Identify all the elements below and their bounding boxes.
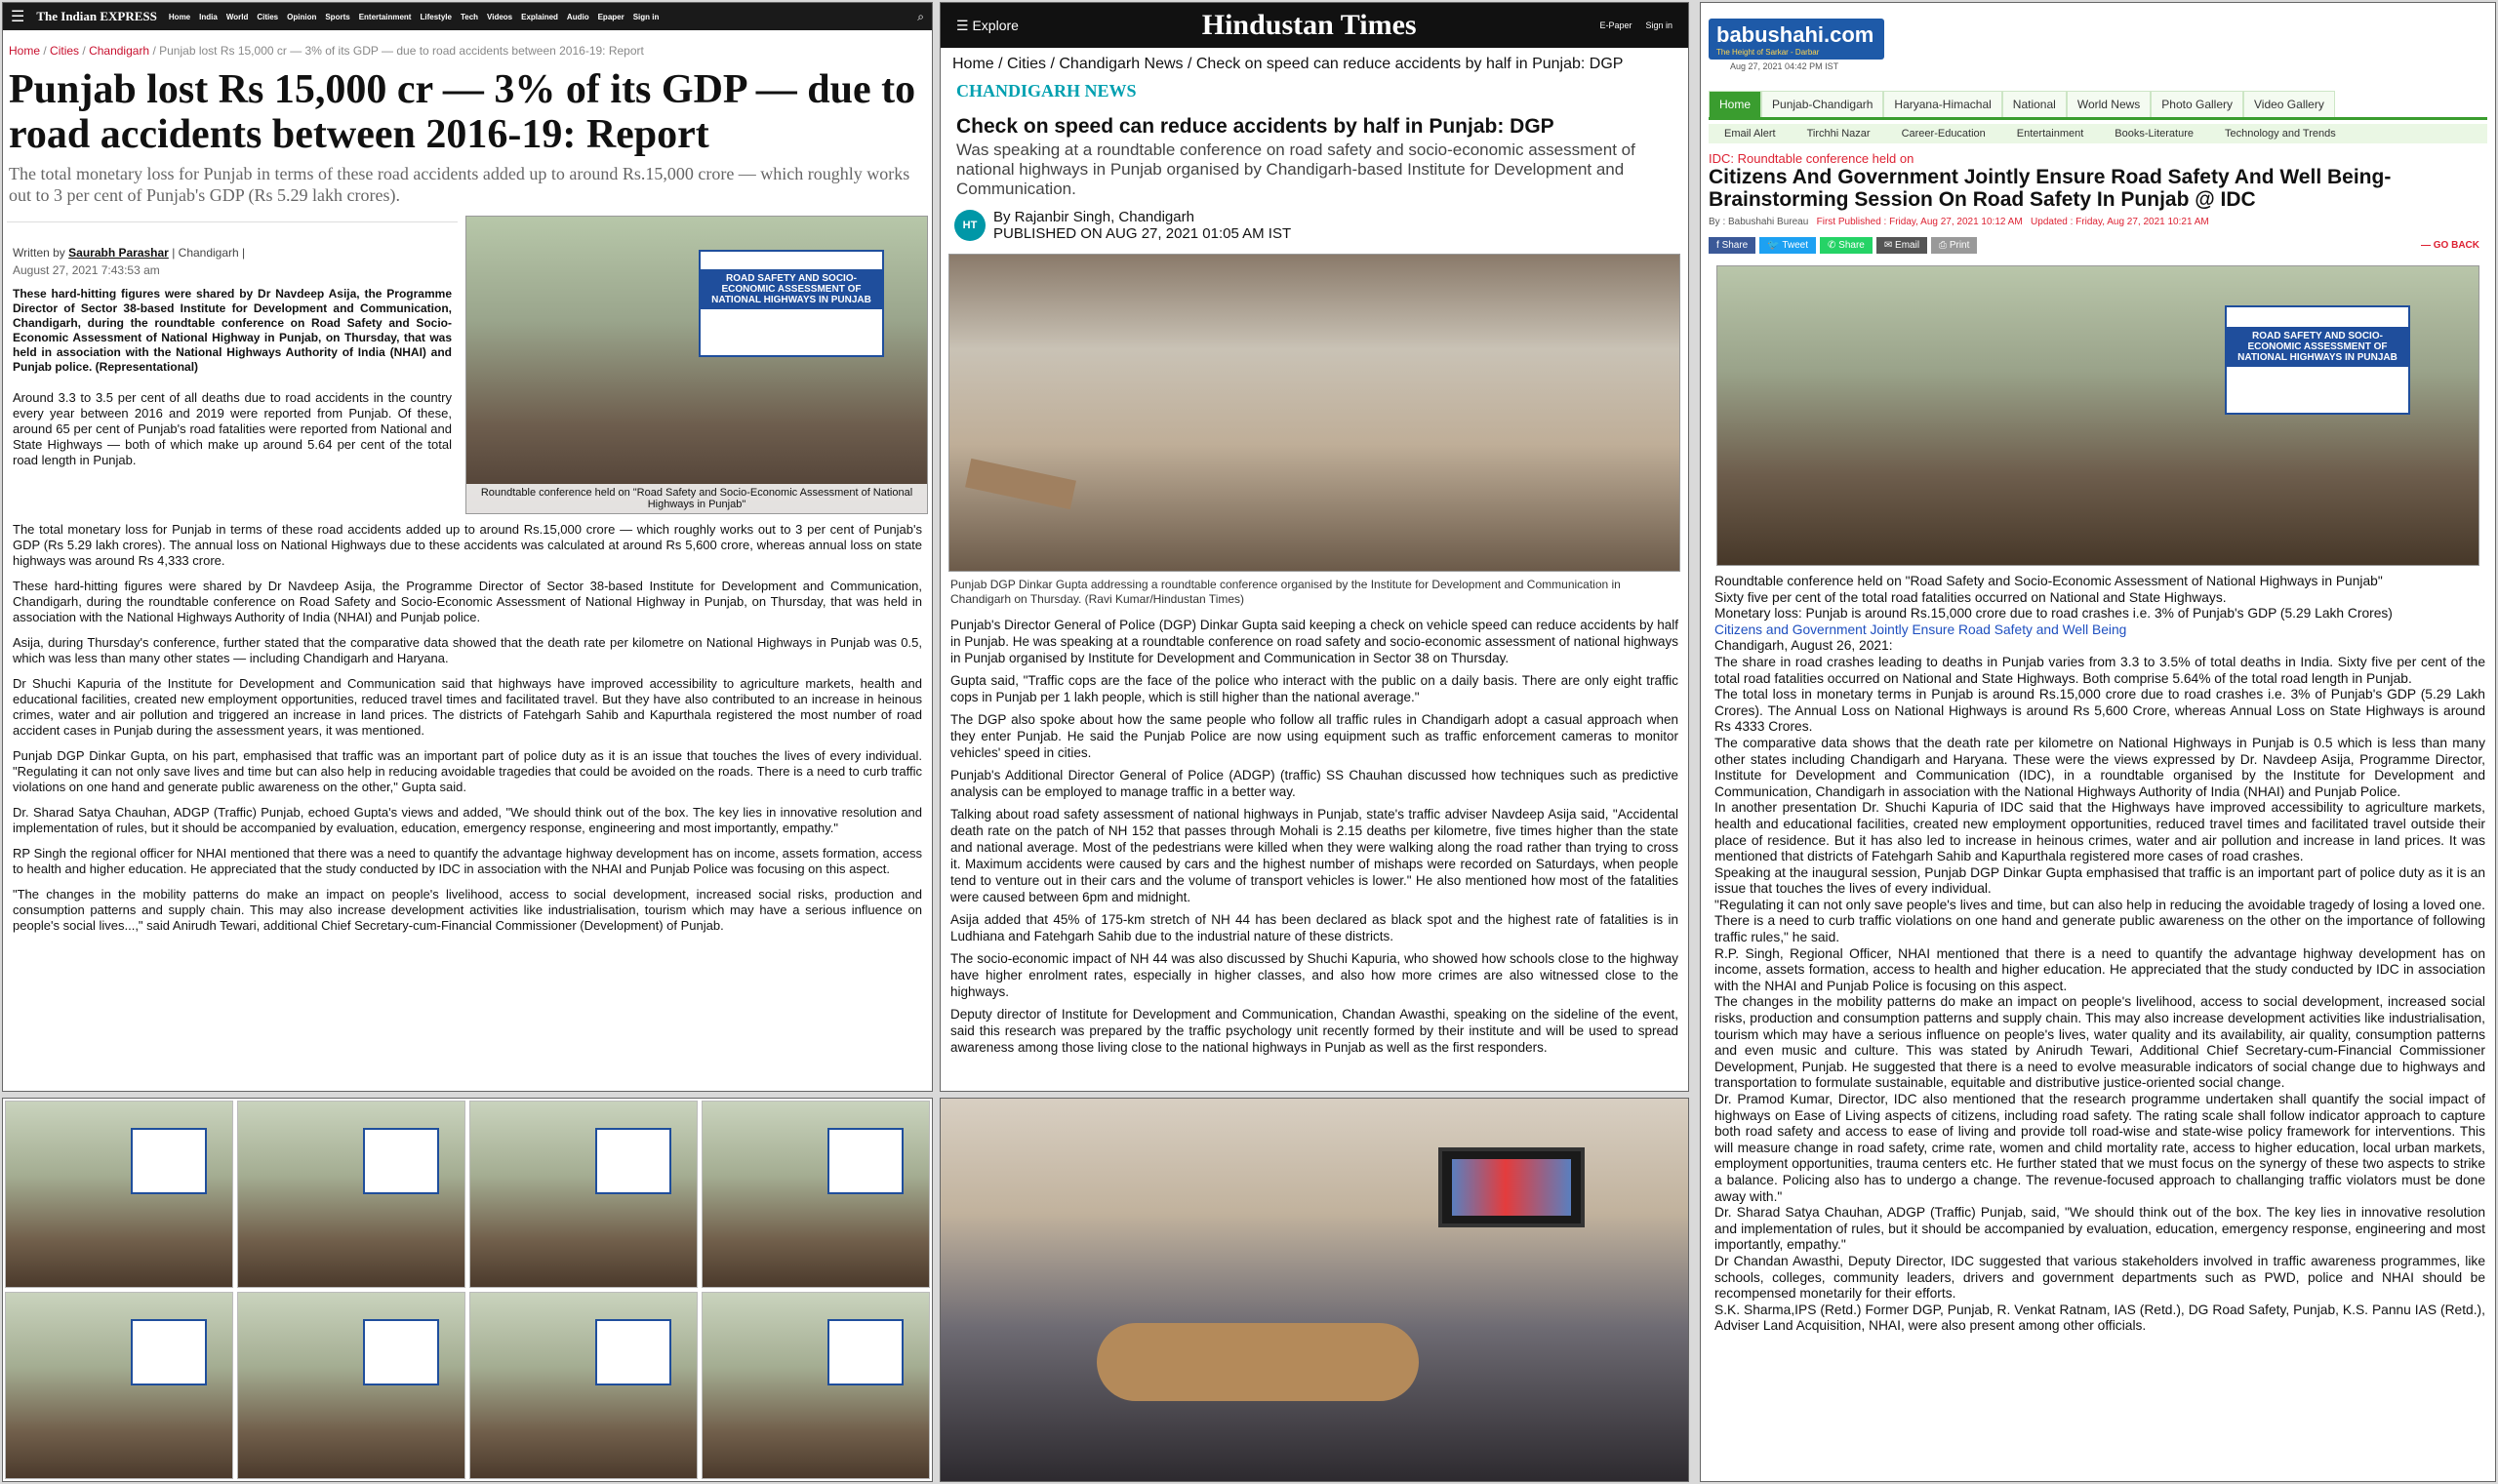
ie-date: August 27, 2021 7:43:53 am [13,263,160,277]
nav-link[interactable]: Tech [460,12,479,21]
submenu-item[interactable]: Email Alert [1724,128,1776,140]
bs-paragraph: Citizens and Government Jointly Ensure Road Safety and Well Being [1714,622,2127,637]
breadcrumb[interactable]: Home / Cities / Chandigarh News / Check on speed can reduce accidents by half in Punjab: DGP [952,56,1624,72]
ht-paragraph: The socio-economic impact of NH 44 was also discussed by Shuchi Kapuria, who showed how schools close to the highway have higher enrolment rates, especially in higher classes, and also how more crimes are also witnessed close to the highways. [950,951,1678,999]
bs-paragraph: Monetary loss: Punjab is around Rs.15,000 crore due to road crashes i.e. 3% of Punjab's GDP (5.29 Lakh Crores) [1714,606,2393,622]
facebook-share-button[interactable]: f Share [1709,237,1755,254]
submenu-item[interactable]: Career-Education [1901,128,1986,140]
conference-banner [2225,305,2410,415]
ht-paragraph: Punjab's Director General of Police (DGP) Dinkar Gupta said keeping a check on vehicle speed can reduce accidents by half in Punjab. He was speaking at a roundtable conference on road safety and socio-economic assessment of national highways in Punjab organised by Institute for Development and Communication in Sector 38 on Thursday. [950,618,1678,665]
ht-top-nav [941,3,1688,48]
logo-tagline: The Height of Sarkar - Darbar [1716,47,1820,57]
collage-photo [702,1292,930,1479]
updated: Updated : Friday, Aug 27, 2021 10:21 AM [2031,217,2209,227]
bs-article-body [1701,574,2495,1335]
ie-article-top [3,216,932,514]
nav-link[interactable]: Epaper [597,12,624,21]
collage-photo [469,1101,698,1288]
ie-byline: Written by Saurabh Parashar | Chandigarh | [7,221,458,263]
ht-paragraph: Punjab's Additional Director General of Police (ADGP) (traffic) SS Chauhan discussed how techniques such as predictive analysis can be employed to manage traffic in a better way. [950,768,1678,799]
bs-sub-menu [1709,124,2487,143]
menu-item[interactable]: Video Gallery [2243,91,2335,117]
ht-headline: Check on speed can reduce accidents by half in Punjab: DGP [956,115,1554,138]
logo-text: babushahi.com [1716,21,1874,47]
menu-item[interactable]: National [2002,91,2067,117]
print-button[interactable]: ⎙ Print [1931,237,1977,254]
ie-photo-lead: These hard-hitting figures were shared by Dr Navdeep Asija, the Programme Director of Sector 38-based Institute for Development and Communication, Chandigarh, during the roundtable conference on Road Safety and Socio-Economic Assessment of National Highway in Punjab, on Thursday, that was held in association with the National Highways Authority of India (NHAI) and Punjab police. (Representational) [13,287,452,374]
breadcrumb-cities[interactable]: Cities [50,44,80,58]
ht-paragraph: The DGP also spoke about how the same people who follow all traffic rules in Chandigarh adopt a casual approach when they enter Punjab. He said the Punjab Police are now using equipment such as traffic enforcement cameras to monitor vehicles' speed in cities. [950,712,1678,760]
ht-article-photo [948,254,1680,572]
nav-link[interactable]: Cities [257,12,279,21]
collage-photo [237,1101,465,1288]
conference-room-photo [940,1098,1689,1482]
babushahi-panel [1700,2,2496,1482]
bs-paragraph: In another presentation Dr. Shuchi Kapuria of IDC said that the Highways have improved accessibility to agriculture markets, health and educational facilities, created new employment opportunities, reduced travel times and facilitated travel outside their place of residence. But it has also led to increase in heinous crimes, water and air pollution and increase in land prices. It was mentioned that districts of Fatehgarh Sahib and Kapurthala registered more cases of road crashes. [1714,800,2485,864]
ht-nav-right [1599,20,1672,30]
ie-headline: Punjab lost Rs 15,000 cr — 3% of its GDP — due to road accidents between 2016-19: Report [9,67,916,157]
photo-caption: Punjab DGP Dinkar Gupta addressing a roundtable conference organised by the Institute for Development and Communication in Chandigarh on Thursday. (Ravi Kumar/Hindustan Times) [950,578,1621,606]
sign-in-link[interactable]: Sign in [1645,20,1672,30]
bureau: By : Babushahi Bureau [1709,217,1809,227]
nav-link[interactable]: Sports [325,12,350,21]
tweet-button[interactable]: 🐦 Tweet [1759,237,1816,254]
bs-paragraph: R.P. Singh, Regional Officer, NHAI mentioned that there is a need to quantify the advantage highway development has on income, assets formation, access to health and higher education. He appreciated that the study conducted by IDC in association with the NHAI and Punjab Police is focusing on this aspect. [1714,945,2485,993]
bs-paragraph: Chandigarh, August 26, 2021: [1714,638,1893,654]
bs-paragraph: The total loss in monetary terms in Punjab is around Rs.15,000 crore due to road crashes i.e. 3% of Punjab's GDP (5.29 Lakh Crores). The Annual Loss on National Highways is around Rs 5,600 Crore, whereas Annual Loss on State Highways is around Rs 4333 Crores. [1714,687,2485,735]
collage-photo [702,1101,930,1288]
nav-link[interactable]: World [225,12,249,21]
submenu-item[interactable]: Technology and Trends [2225,128,2336,140]
nav-link[interactable]: Opinion [287,12,317,21]
bs-paragraph: The changes in the mobility patterns do make an impact on people's livelihood, access to social development, increased social risks, production and consumption patterns and supply chain. This may also increase development activities like industrialisation, tourism which may have a serious influence on people's lives, water quality and its availability, air quality, consumption patterns and even music and culture. This was stated by Anirudh Tewari, Additional Chief Secretary-cum-Financial Commissioner Development, Punjab. He suggested that there is a need to evolve measurable indicators of social change due to highways and transportation to formulate sustainable, equitable and distributive justice-oriented social change. [1714,994,2485,1091]
submenu-item[interactable]: Books-Literature [2115,128,2194,140]
nav-link[interactable]: Home [168,12,191,21]
menu-item[interactable]: World News [2067,91,2151,117]
bs-paragraph: Sixty five per cent of the total road fatalities occurred on National and State Highways. [1714,589,2227,605]
nav-link[interactable]: Entertainment [358,12,412,21]
ht-paragraph: Talking about road safety assessment of national highways in Punjab, state's traffic adviser Navdeep Asija said, "Accidental death rate on the patch of NH 152 that passes through Mohali is 2.15 deaths per kilometre, five times higher than the state and national average. Most of the pedestrians were killed when they were walking along the road rather than trying to cross it. Maximum accidents were caused by cars and the highest number of mishaps were recorded on Saturdays, when people tend to venture out in their cars and the volume of transport vehicles is lower." He also mentioned how most of the fatalities were caused between 6pm and midnight. [950,807,1678,904]
submenu-item[interactable]: Entertainment [2016,128,2084,140]
collage-photo [5,1101,233,1288]
banner-text: ROAD SAFETY AND SOCIO-ECONOMIC ASSESSMENT OF NATIONAL HIGHWAYS IN PUNJAB [701,269,882,309]
menu-item[interactable]: Punjab-Chandigarh [1761,91,1883,117]
ie-article-photo [465,216,928,514]
written-by-label: Written by [13,246,65,260]
ie-paragraph: Around 3.3 to 3.5 per cent of all deaths due to road accidents in the country every year between 2016 and 2019 were reported from Punjab. Of these, around 65 per cent of Punjab's road fatalities were reported from National and State Highways — both of which make up around 5.64 per cent of the total road length in Punjab. [13,390,452,467]
city-label: Chandigarh [178,246,239,260]
nav-link[interactable]: Videos [487,12,513,21]
bs-paragraph: The share in road crashes leading to deaths in Punjab varies from 3.3 to 3.5% of total deaths in India. Sixty five per cent of the total road fatalities occurred on National and State Highways. Both comprise 5.64% of the total road length in Punjab. [1714,654,2485,686]
ht-paragraph: Asija added that 45% of 175-km stretch of NH 44 has been declared as black spot and the highest rate of fatalities is in Ludhiana and Fatehgarh Sahib due to the industrial nature of these districts. [950,912,1678,943]
nav-link[interactable]: Sign in [632,12,660,21]
bs-headline: Citizens And Government Jointly Ensure Road Safety And Well Being-Brainstorming Session On Road Safety In Punjab @ IDC [1709,166,2392,211]
nav-link[interactable]: Lifestyle [420,12,452,21]
ht-subheadline: Was speaking at a roundtable conference on road safety and socio-economic assessment of national highways in Punjab organised by Chandigarh-based Institute for Development and Communication. [956,140,1635,198]
bs-paragraph: Dr. Pramod Kumar, Director, IDC also mentioned that the research programme undertaken shall quantify the social impact of highways on Ease of Living aspects of citizens, including road safety. The rating scale shall follow indicator approach to capture both road safety and access to ease of living and provide toll road-wise and state-wise policy framework for interventions. This will measure change in road safety, crime rate, women and child mortality rate, access to higher education, local urban markets, employment opportunities, trauma centers etc. He further stated that we must focus on the synergy of these two aspects to strike a balance. Policing also has to undergo a change. The revenue-focused approach to challanging traffic violators must be done away with." [1714,1092,2485,1204]
breadcrumb-home[interactable]: Home [9,44,41,58]
bs-paragraph: Dr Chandan Awasthi, Deputy Director, IDC suggested that various stakeholders involved in traffic awareness programmes, like schools, colleges, community leaders, drivers and government departments such as PWD, police and NHAI should be recompensed monetarily for their efforts. [1714,1253,2485,1302]
breadcrumb-chandigarh[interactable]: Chandigarh [89,44,150,58]
bs-byline [1701,211,2495,233]
ht-logo-badge-icon: HT [954,210,986,241]
collage-photo [469,1292,698,1479]
published-date: PUBLISHED ON AUG 27, 2021 01:05 AM IST [993,225,1292,242]
ht-logo[interactable]: Hindustan Times [1201,9,1417,41]
bs-paragraph: Speaking at the inaugural session, Punjab DGP Dinkar Gupta emphasised that traffic is an important part of police duty as it is an issue that touches the lives of every individual. [1714,864,2485,897]
babushahi-logo[interactable] [1709,19,1884,60]
ht-byline [941,205,1688,250]
submenu-item[interactable]: Tirchhi Nazar [1806,128,1871,140]
ie-paragraph: These hard-hitting figures were shared by Dr Navdeep Asija, the Programme Director of Sector 38-based Institute for Development and Communication, Chandigarh, during the roundtable conference on Road Safety and Socio-Economic Assessment of National Highway in Punjab, on Thursday, that was held in association with the National Highways Authority of India (NHAI) and Punjab police. [13,579,922,624]
email-button[interactable]: ✉ Email [1876,237,1927,254]
ht-paragraph: Gupta said, "Traffic cops are the face of the police who interact with the public on a daily basis. There are only eight traffic cops in Punjab per 1 lakh people, which is still higher than the national average." [950,673,1678,704]
ie-paragraph: Dr. Sharad Satya Chauhan, ADGP (Traffic) Punjab, echoed Gupta's views and added, "We should think out of the box. The key lies in innovative resolution and implementation of rules, but it should be accompanied by evaluation, education, emergency response, engineering and most importantly, empathy." [13,805,922,835]
ie-nav-links [169,13,659,21]
ie-paragraph: Asija, during Thursday's conference, further stated that the comparative data showed that the death rate per kilometre on National Highways in Punjab was 0.5, which was less than many other states — including Chandigarh and Haryana. [13,635,922,665]
go-back-link[interactable]: — GO BACK [2421,240,2479,251]
ht-article-body [941,617,1688,1062]
ie-subheadline: The total monetary loss for Punjab in terms of these road accidents added up to around Rs.15,000 crore — which roughly works out to 3 per cent of Punjab's GDP (Rs 5.29 lakh crores). [9,164,910,205]
ie-paragraph: "The changes in the mobility patterns do make an impact on people's livelihood, access to social development, increased social risks, production and consumption patterns and supply chain. This may also increase development activities like industrialisation, tourism which may have a serious influence on people's social lives...," said Anirudh Tewari, additional Chief Secretary-cum-Financial Commissioner (Development) of Punjab. [13,887,922,933]
menu-item[interactable]: Home [1709,91,1761,117]
ie-paragraph: Punjab DGP Dinkar Gupta, on his part, emphasised that traffic was an important part of police duty as it is an issue that touches the lives of every individual. "Regulating it can not only save lives and time but can also help in reducing avoidable tragedies that could be avoided on the roads. There is a need to curb traffic violations on one hand and generate public awareness on the other," Gupta said. [13,748,922,794]
hindustan-times-panel [940,2,1689,1092]
conference-table [1097,1323,1419,1401]
photo-caption: Roundtable conference held on "Road Safety and Socio-Economic Assessment of National Highways in Punjab" [466,484,927,513]
breadcrumb: Home / Cities / Chandigarh / Punjab lost Rs 15,000 cr — 3% of its GDP — due to road accidents between 2016-19: Report [9,44,644,58]
explore-menu[interactable]: ☰ Explore [956,17,1019,33]
bs-paragraph: S.K. Sharma,IPS (Retd.) Former DGP, Punjab, R. Venkat Ratnam, IAS (Retd.), DG Road Safety, Punjab, K.S. Pannu IAS (Retd.), Adviser Land Acquisition, NHAI, were also present among other officials. [1714,1302,2485,1334]
author-link[interactable]: Saurabh Parashar [68,246,169,260]
ie-top-nav [3,3,932,30]
author-name: By Rajanbir Singh, Chandigarh [993,209,1194,225]
section-label[interactable]: CHANDIGARH NEWS [956,81,1137,100]
site-date: Aug 27, 2021 04:42 PM IST [1730,61,1839,71]
bs-main-menu [1709,91,2487,120]
bs-paragraph: The comparative data shows that the death rate per kilometre on National Highways in Punjab is 0.5 which is less than many other states including Chandigarh and Haryana. These were the views expressed by Dr. Navdeep Asija, Programme Director, Institute for Development and Communication (IDC), in a roundtable organised by the Institute for Development and Communication, Chandigarh in association with the National Highways Authority of India (NHAI) and Punjab Police. [1714,735,2485,799]
ie-article-body [3,514,932,943]
ie-logo[interactable]: The Indian EXPRESS [36,9,157,23]
menu-item[interactable]: Haryana-Himachal [1883,91,2001,117]
whatsapp-share-button[interactable]: ✆ Share [1820,237,1873,254]
epaper-link[interactable]: E-Paper [1599,20,1632,30]
menu-item[interactable]: Photo Gallery [2151,91,2243,117]
conference-banner [699,250,884,357]
collage-photo [5,1292,233,1479]
first-published: First Published : Friday, Aug 27, 2021 10:12 AM [1816,217,2023,227]
banner-text: ROAD SAFETY AND SOCIO-ECONOMIC ASSESSMENT OF NATIONAL HIGHWAYS IN PUNJAB [2227,327,2408,367]
nav-link[interactable]: Audio [566,12,589,21]
ie-left-column [7,216,465,514]
indian-express-panel [2,2,933,1092]
video-screen [1438,1147,1585,1227]
nav-link[interactable]: India [199,12,218,21]
bs-paragraph: "Regulating it can not only save people's lives and time, but can also help in reducing the avoidable tragedy of losing a loved one. There is a need to curb traffic violations on one hand and generate public awareness on the other on the importance of following traffic rules," he said. [1714,897,2485,945]
search-icon[interactable]: ⌕ [917,9,924,23]
collage-photo [237,1292,465,1479]
explore-label: Explore [972,17,1019,33]
ie-paragraph: Dr Shuchi Kapuria of the Institute for Development and Communication said that highways have improved accessibility to agriculture markets, health and educational facilities, created new employment opportunities, reduced travel times and facilitated travel. But they have also contributed to an increase in heinous crimes, water and air pollution and triggered an increase in land prices. The districts of Fatehgarh Sahib and Kapurthala registered the most number of road accident cases in Punjab during the assessment years, it was mentioned. [13,676,922,738]
share-bar [1701,233,2495,258]
bs-article-photo [1716,265,2479,566]
bs-paragraph: Roundtable conference held on "Road Safety and Socio-Economic Assessment of National Highways in Punjab" [1714,574,2383,588]
photo-collage [2,1098,933,1482]
ht-paragraph: Deputy director of Institute for Development and Communication, Chandan Awasthi, speaking on the sideline of the event, said this research was prepared by the traffic psychology unit recently formed by their institute and will be used to spread awareness among those living close to the national highways in Punjab as well as the first responders. [950,1007,1678,1055]
name-plate [965,459,1076,509]
ie-paragraph: The total monetary loss for Punjab in terms of these road accidents added up to around Rs.15,000 crore — which roughly works out to 3 per cent of Punjab's GDP (Rs 5.29 lakh crores). The annual loss on National Highways due to these accidents was calculated at around Rs 5,600 crore, whereas annual loss on state highways was around Rs 4,333 crore. [13,522,922,568]
nav-link[interactable]: Explained [521,12,558,21]
breadcrumb-current: Punjab lost Rs 15,000 cr — 3% of its GDP — due to road accidents between 2016-19: Report [159,44,644,58]
ie-paragraph: RP Singh the regional officer for NHAI mentioned that there was a need to quantify the advantage highway development has on income, assets formation, access to health and higher education. He appreciated that the study conducted by IDC in association with the NHAI and Punjab Police was focusing on this aspect. [13,846,922,876]
hamburger-menu-icon[interactable]: ☰ [11,9,25,25]
kicker: IDC: Roundtable conference held on [1709,151,1914,166]
bs-paragraph: Dr. Sharad Satya Chauhan, ADGP (Traffic) Punjab, said, "We should think out of the box. The key lies in innovative resolution and implementation of rules, but it should be accompanied by evaluation, education, emergency response, engineering and most importantly, empathy." [1714,1205,2485,1253]
